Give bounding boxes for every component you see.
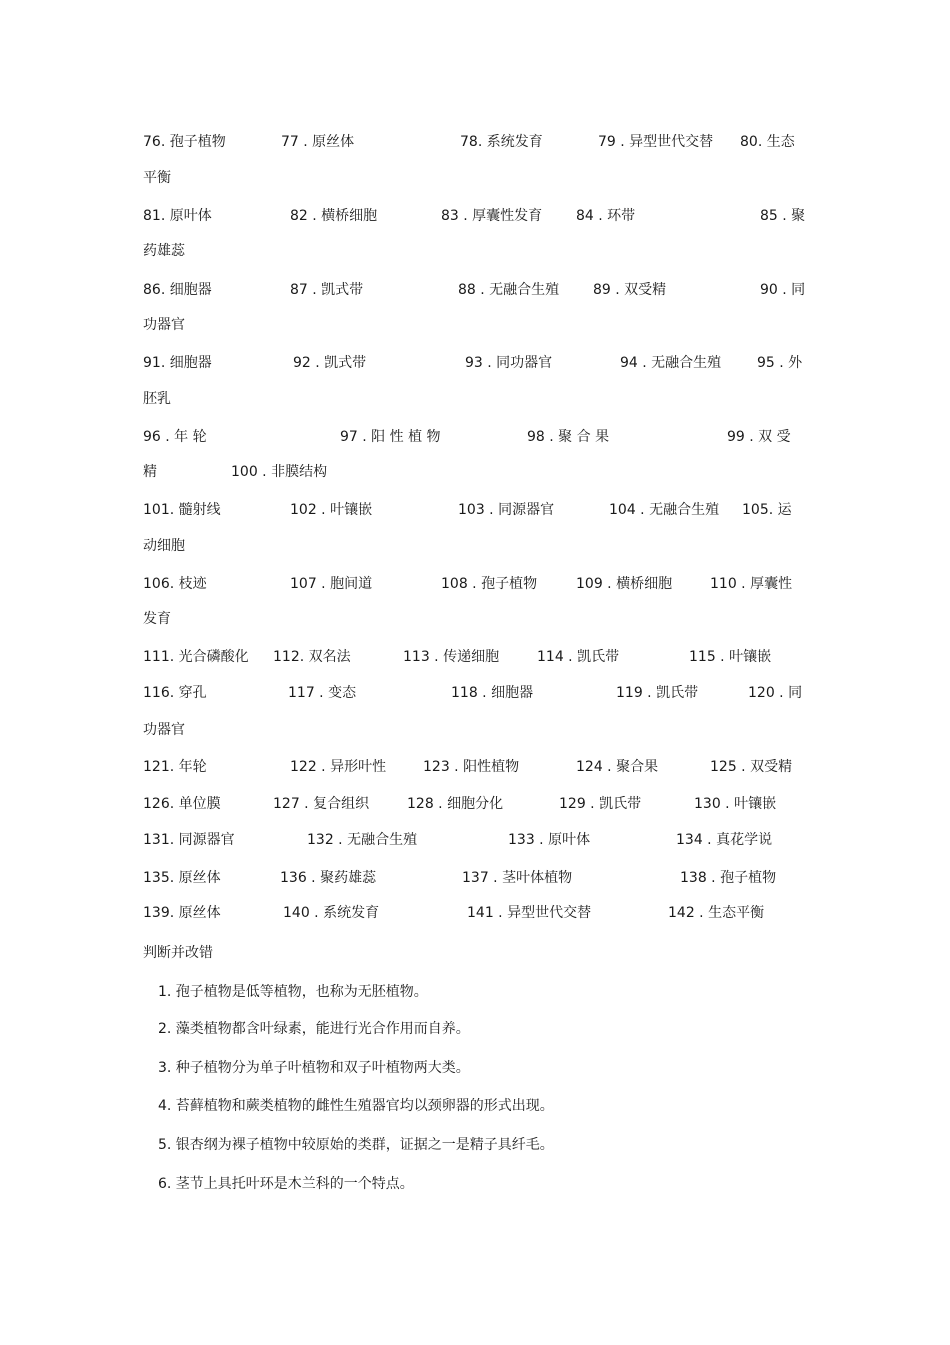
term: 120 . 同	[748, 685, 803, 701]
term: 108 . 孢子植物	[441, 576, 538, 592]
glossary-line	[0, 499, 950, 521]
section-title: 判断并改错	[143, 945, 213, 961]
term: 118 . 细胞器	[451, 685, 534, 701]
term: 105. 运	[742, 502, 792, 518]
glossary-line	[0, 426, 950, 448]
term: 平衡	[143, 170, 171, 186]
glossary-line	[0, 461, 950, 483]
term: 104 . 无融合生殖	[609, 502, 720, 518]
term: 124 . 聚合果	[576, 759, 659, 775]
term: 138 . 孢子植物	[680, 870, 777, 886]
term: 87 . 凯式带	[290, 282, 364, 298]
question-item: 4. 苔藓植物和蕨类植物的雌性生殖器官均以颈卵器的形式出现。	[158, 1098, 554, 1114]
glossary-line	[0, 867, 950, 889]
term: 125 . 双受精	[710, 759, 793, 775]
glossary-line	[0, 902, 950, 924]
term: 91. 细胞器	[143, 355, 212, 371]
glossary-line	[0, 608, 950, 630]
term: 98 . 聚 合 果	[527, 429, 610, 445]
term: 发育	[143, 611, 171, 627]
term: 102 . 叶镶嵌	[290, 502, 373, 518]
glossary-line	[0, 131, 950, 153]
term: 89 . 双受精	[593, 282, 667, 298]
term: 92 . 凯式带	[293, 355, 367, 371]
term: 86. 细胞器	[143, 282, 212, 298]
glossary-line	[0, 535, 950, 557]
term: 113 . 传递细胞	[403, 649, 500, 665]
glossary-line	[0, 793, 950, 815]
term: 106. 枝迹	[143, 576, 207, 592]
term: 78. 系统发育	[460, 134, 543, 150]
term: 132 . 无融合生殖	[307, 832, 418, 848]
term: 82 . 横桥细胞	[290, 208, 378, 224]
glossary-line	[0, 829, 950, 851]
term: 135. 原丝体	[143, 870, 221, 886]
term: 90 . 同	[760, 282, 806, 298]
term: 122 . 异形叶性	[290, 759, 387, 775]
term: 97 . 阳 性 植 物	[340, 429, 441, 445]
term: 药雄蕊	[143, 243, 185, 259]
term: 100 . 非膜结构	[231, 464, 328, 480]
glossary-line	[0, 279, 950, 301]
term: 功器官	[143, 317, 185, 333]
glossary-line	[0, 388, 950, 410]
term: 99 . 双 受	[727, 429, 791, 445]
term: 110 . 厚囊性	[710, 576, 793, 592]
term: 85 . 聚	[760, 208, 806, 224]
term: 84 . 环带	[576, 208, 636, 224]
term: 128 . 细胞分化	[407, 796, 504, 812]
question-item: 6. 茎节上具托叶环是木兰科的一个特点。	[158, 1176, 414, 1192]
term: 115 . 叶镶嵌	[689, 649, 772, 665]
glossary-line	[0, 240, 950, 262]
term: 117 . 变态	[288, 685, 357, 701]
term: 94 . 无融合生殖	[620, 355, 722, 371]
glossary-line	[0, 756, 950, 778]
term: 76. 孢子植物	[143, 134, 226, 150]
term: 112. 双名法	[273, 649, 351, 665]
term: 88 . 无融合生殖	[458, 282, 560, 298]
term: 93 . 同功器官	[465, 355, 553, 371]
term: 79 . 异型世代交替	[598, 134, 714, 150]
term: 精	[143, 464, 157, 480]
glossary-line	[0, 314, 950, 336]
term: 127 . 复合组织	[273, 796, 370, 812]
term: 129 . 凯氏带	[559, 796, 642, 812]
term: 83 . 厚囊性发育	[441, 208, 543, 224]
term: 140 . 系统发育	[283, 905, 380, 921]
term: 功器官	[143, 722, 185, 738]
term: 101. 髓射线	[143, 502, 221, 518]
term: 141 . 异型世代交替	[467, 905, 592, 921]
term: 142 . 生态平衡	[668, 905, 765, 921]
glossary-line	[0, 167, 950, 189]
term: 133 . 原叶体	[508, 832, 591, 848]
term: 96 . 年 轮	[143, 429, 207, 445]
term: 95 . 外	[757, 355, 803, 371]
term: 103 . 同源器官	[458, 502, 555, 518]
term: 111. 光合磷酸化	[143, 649, 249, 665]
term: 77 . 原丝体	[281, 134, 355, 150]
term: 107 . 胞间道	[290, 576, 373, 592]
term: 80. 生态	[740, 134, 795, 150]
question-item: 3. 种子植物分为单子叶植物和双子叶植物两大类。	[158, 1060, 470, 1076]
term: 134 . 真花学说	[676, 832, 773, 848]
term: 116. 穿孔	[143, 685, 207, 701]
term: 136 . 聚药雄蕊	[280, 870, 377, 886]
glossary-line	[0, 646, 950, 668]
glossary-line	[0, 205, 950, 227]
term: 109 . 横桥细胞	[576, 576, 673, 592]
glossary-line	[0, 719, 950, 741]
glossary-line	[0, 352, 950, 374]
term: 130 . 叶镶嵌	[694, 796, 777, 812]
question-item: 5. 银杏纲为裸子植物中较原始的类群，证据之一是精子具纤毛。	[158, 1137, 554, 1153]
term: 114 . 凯氏带	[537, 649, 620, 665]
term: 131. 同源器官	[143, 832, 235, 848]
term: 137 . 茎叶体植物	[462, 870, 573, 886]
term: 121. 年轮	[143, 759, 207, 775]
term: 81. 原叶体	[143, 208, 212, 224]
term: 123 . 阳性植物	[423, 759, 520, 775]
question-item: 2. 藻类植物都含叶绿素，能进行光合作用而自养。	[158, 1021, 470, 1037]
term: 动细胞	[143, 538, 185, 554]
term: 胚乳	[143, 391, 171, 407]
question-item: 1. 孢子植物是低等植物，也称为无胚植物。	[158, 984, 428, 1000]
term: 119 . 凯氏带	[616, 685, 699, 701]
glossary-line	[0, 573, 950, 595]
glossary-line	[0, 682, 950, 704]
term: 139. 原丝体	[143, 905, 221, 921]
term: 126. 单位膜	[143, 796, 221, 812]
